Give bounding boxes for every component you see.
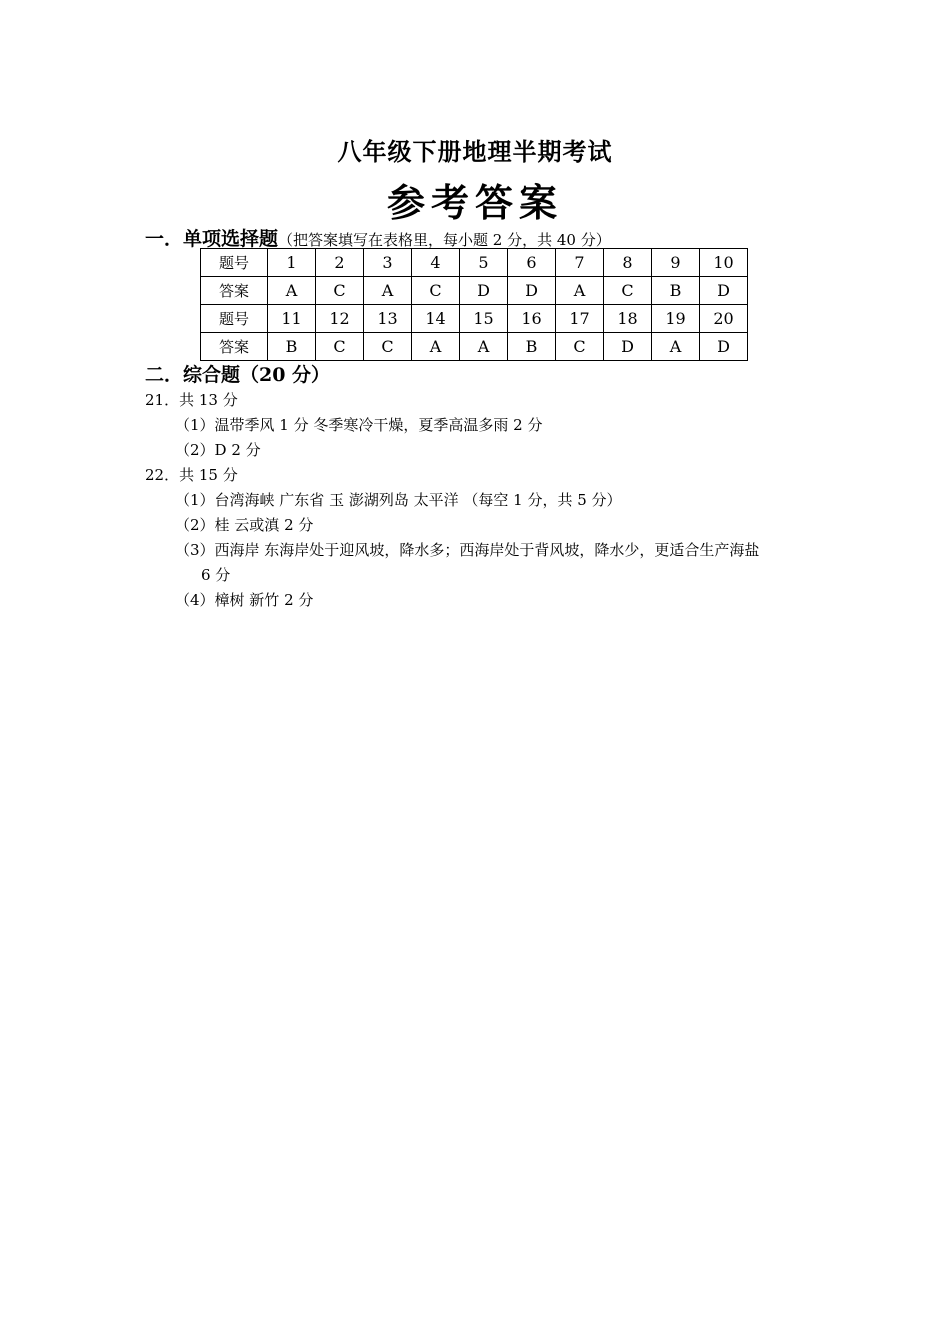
table-cell: 18 [604, 305, 652, 333]
q21-part1: （1）温带季风 1 分 冬季寒冷干燥，夏季高温多雨 2 分 [175, 416, 543, 434]
q22-part3-score: 6 分 [201, 566, 231, 584]
row-label-cell: 题号 [201, 305, 268, 333]
table-cell: A [412, 333, 460, 361]
table-cell: B [268, 333, 316, 361]
table-row [201, 277, 748, 305]
table-cell: 13 [364, 305, 412, 333]
table-cell: C [316, 333, 364, 361]
section1-note: （把答案填写在表格里，每小题 2 分，共 40 分） [278, 231, 611, 249]
table-cell: 4 [412, 249, 460, 277]
table-cell: A [652, 333, 700, 361]
table-cell: D [508, 277, 556, 305]
table-cell: 12 [316, 305, 364, 333]
table-cell: D [460, 277, 508, 305]
table-cell: C [316, 277, 364, 305]
table-cell: 14 [412, 305, 460, 333]
exam-title: 八年级下册地理半期考试 [337, 137, 613, 166]
table-cell: D [700, 333, 748, 361]
q22-part3: （3）西海岸 东海岸处于迎风坡，降水多；西海岸处于背风坡，降水少，更适合生产海盐 [175, 541, 760, 559]
table-cell: 15 [460, 305, 508, 333]
row-label-cell: 答案 [201, 333, 268, 361]
table-cell: 2 [316, 249, 364, 277]
section1-heading [145, 224, 611, 251]
table-cell: A [268, 277, 316, 305]
table-cell: 10 [700, 249, 748, 277]
table-cell: 1 [268, 249, 316, 277]
row-label-cell: 题号 [201, 249, 268, 277]
answer-key-title: 参考答案 [386, 180, 563, 225]
table-cell: 3 [364, 249, 412, 277]
table-cell: C [364, 333, 412, 361]
q21-header: 21．共 13 分 [145, 391, 238, 409]
table-cell: B [652, 277, 700, 305]
section2-heading: 二．综合题（20 分） [145, 364, 331, 386]
table-cell: D [604, 333, 652, 361]
table-cell: B [508, 333, 556, 361]
q22-part4: （4）樟树 新竹 2 分 [175, 591, 314, 609]
table-row [201, 333, 748, 361]
q22-part1: （1）台湾海峡 广东省 玉 澎湖列岛 太平洋 （每空 1 分，共 5 分） [175, 491, 622, 509]
table-cell: C [604, 277, 652, 305]
table-cell: 6 [508, 249, 556, 277]
table-cell: 7 [556, 249, 604, 277]
table-cell: 11 [268, 305, 316, 333]
table-row [201, 305, 748, 333]
table-cell: 5 [460, 249, 508, 277]
table-cell: 8 [604, 249, 652, 277]
table-cell: A [556, 277, 604, 305]
answer-table [200, 248, 748, 361]
table-cell: C [412, 277, 460, 305]
q22-header: 22．共 15 分 [145, 466, 238, 484]
table-cell: 20 [700, 305, 748, 333]
q21-part2: （2）D 2 分 [175, 441, 261, 459]
table-cell: A [460, 333, 508, 361]
table-row [201, 249, 748, 277]
row-label-cell: 答案 [201, 277, 268, 305]
table-cell: D [700, 277, 748, 305]
q22-part2: （2）桂 云或滇 2 分 [175, 516, 314, 534]
table-cell: 16 [508, 305, 556, 333]
table-cell: 19 [652, 305, 700, 333]
table-cell: 17 [556, 305, 604, 333]
section1-title: 一．单项选择题 [145, 228, 279, 250]
table-cell: 9 [652, 249, 700, 277]
table-cell: C [556, 333, 604, 361]
table-cell: A [364, 277, 412, 305]
